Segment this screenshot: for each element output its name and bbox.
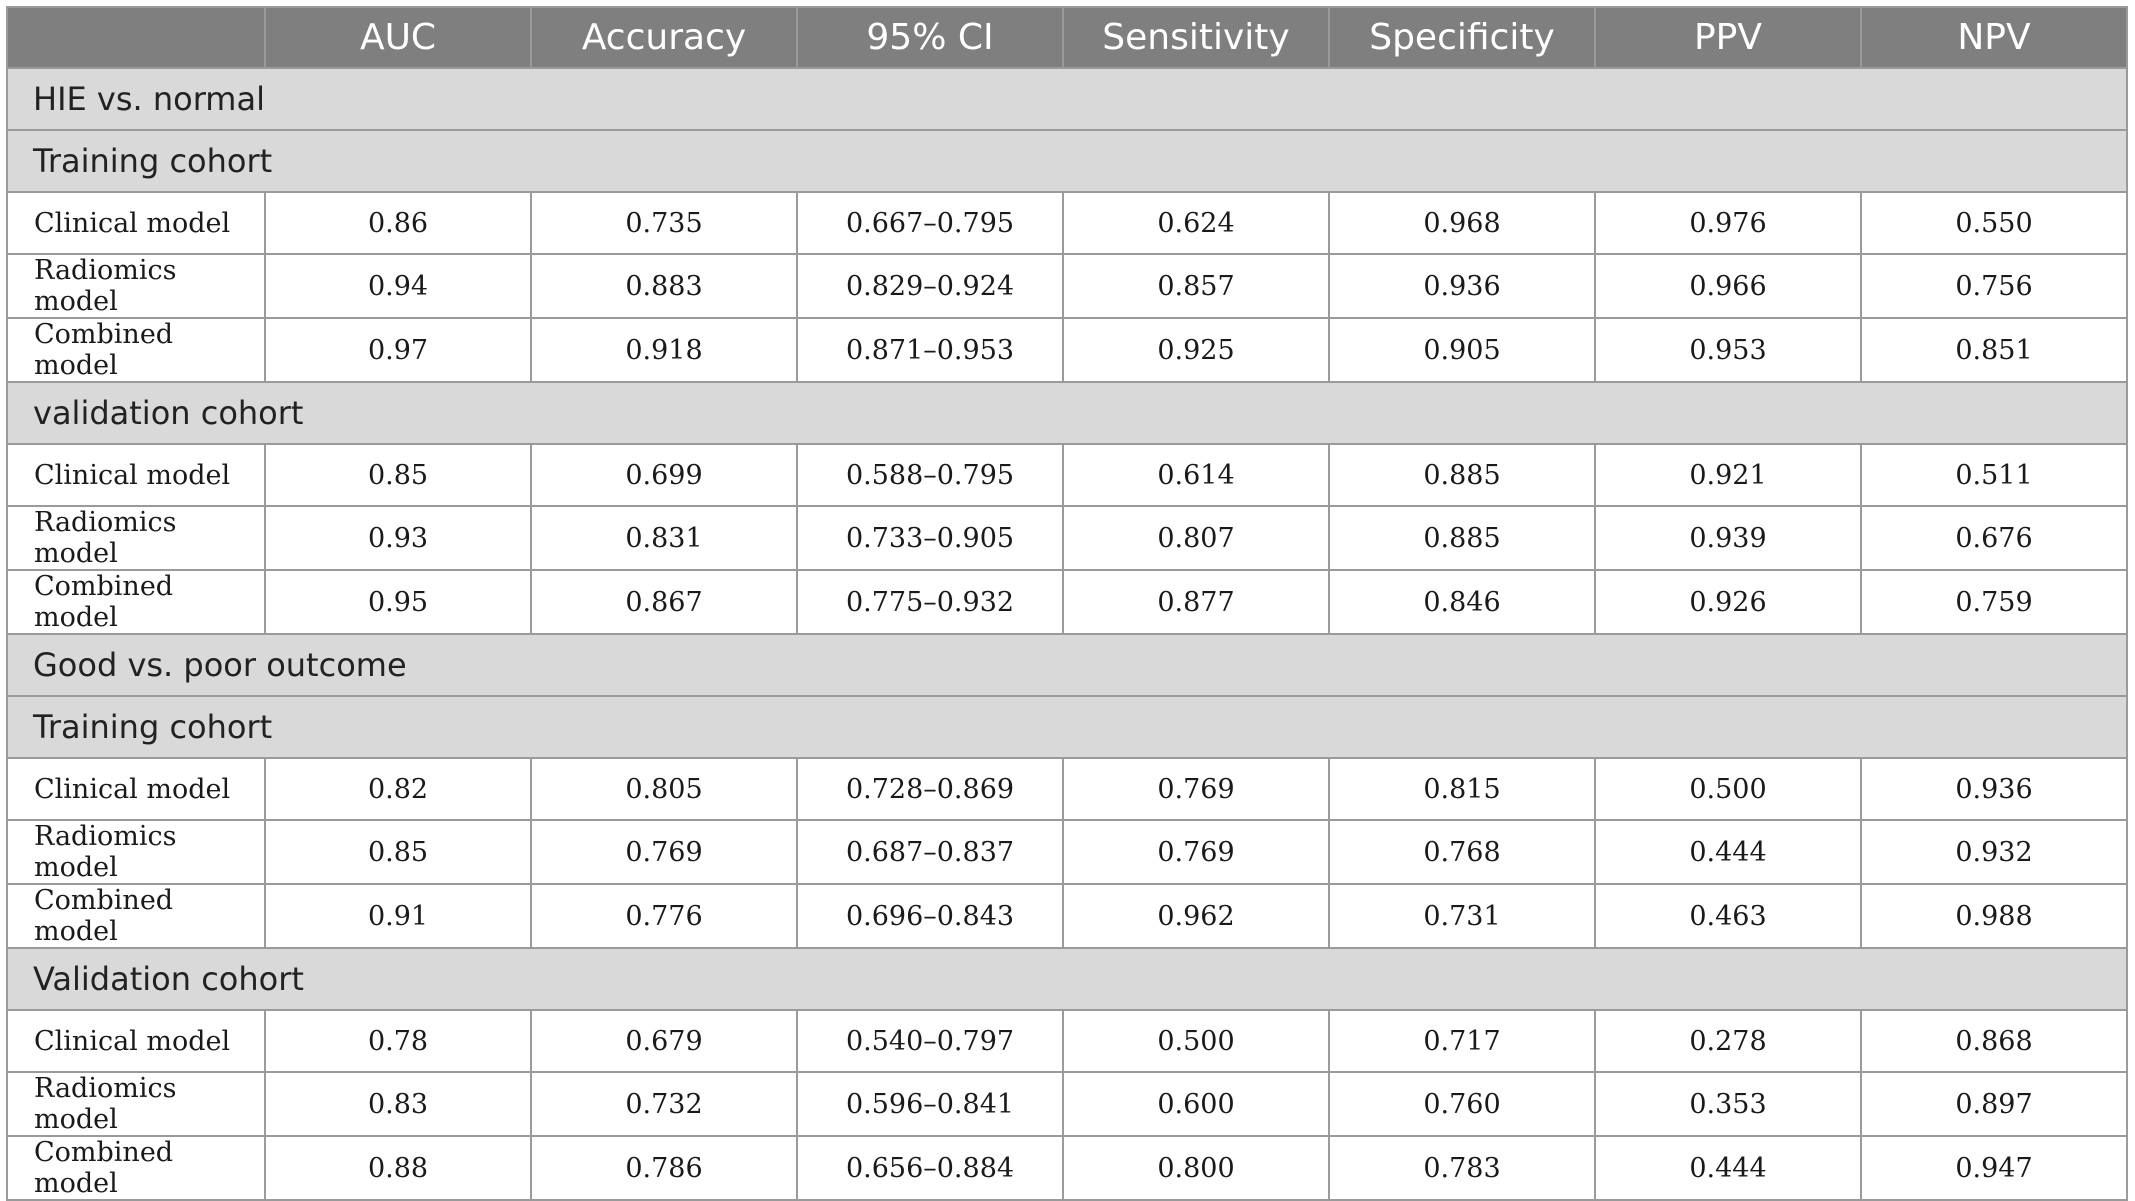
npv-cell: 0.550	[1861, 192, 2127, 254]
npv-cell: 0.932	[1861, 820, 2127, 884]
npv-cell: 0.756	[1861, 254, 2127, 318]
specificity-cell: 0.885	[1329, 444, 1595, 506]
sensitivity-cell: 0.877	[1063, 570, 1329, 634]
cohort-row	[7, 130, 2127, 192]
table-row	[7, 444, 2127, 506]
accuracy-cell: 0.786	[531, 1136, 797, 1200]
model-name-cell: Combined model	[7, 1136, 265, 1200]
npv-cell: 0.897	[1861, 1072, 2127, 1136]
ci-cell: 0.596–0.841	[797, 1072, 1063, 1136]
model-name-cell: Combined model	[7, 884, 265, 948]
sensitivity-cell: 0.769	[1063, 758, 1329, 820]
accuracy-cell: 0.769	[531, 820, 797, 884]
specificity-cell: 0.968	[1329, 192, 1595, 254]
specificity-cell: 0.905	[1329, 318, 1595, 382]
model-name-cell: Clinical model	[7, 758, 265, 820]
specificity-cell: 0.760	[1329, 1072, 1595, 1136]
header-specificity: Specificity	[1329, 7, 1595, 68]
table-row	[7, 254, 2127, 318]
model-name-cell: Combined model	[7, 318, 265, 382]
sensitivity-cell: 0.600	[1063, 1072, 1329, 1136]
auc-cell: 0.86	[265, 192, 531, 254]
ppv-cell: 0.953	[1595, 318, 1861, 382]
specificity-cell: 0.846	[1329, 570, 1595, 634]
accuracy-cell: 0.831	[531, 506, 797, 570]
accuracy-cell: 0.776	[531, 884, 797, 948]
ppv-cell: 0.966	[1595, 254, 1861, 318]
npv-cell: 0.947	[1861, 1136, 2127, 1200]
table-row	[7, 1136, 2127, 1200]
results-table	[6, 6, 2128, 1201]
accuracy-cell: 0.732	[531, 1072, 797, 1136]
ci-cell: 0.733–0.905	[797, 506, 1063, 570]
specificity-cell: 0.768	[1329, 820, 1595, 884]
ppv-cell: 0.278	[1595, 1010, 1861, 1072]
npv-cell: 0.851	[1861, 318, 2127, 382]
ppv-cell: 0.939	[1595, 506, 1861, 570]
model-name-cell: Clinical model	[7, 444, 265, 506]
header-row	[7, 7, 2127, 68]
accuracy-cell: 0.699	[531, 444, 797, 506]
model-name-cell: Clinical model	[7, 1010, 265, 1072]
accuracy-cell: 0.918	[531, 318, 797, 382]
auc-cell: 0.93	[265, 506, 531, 570]
cohort-row	[7, 696, 2127, 758]
table-row	[7, 1010, 2127, 1072]
auc-cell: 0.83	[265, 1072, 531, 1136]
ci-cell: 0.667–0.795	[797, 192, 1063, 254]
sensitivity-cell: 0.769	[1063, 820, 1329, 884]
specificity-cell: 0.731	[1329, 884, 1595, 948]
section-title: Good vs. poor outcome	[7, 634, 2127, 696]
sensitivity-cell: 0.925	[1063, 318, 1329, 382]
npv-cell: 0.868	[1861, 1010, 2127, 1072]
model-name-cell: Radiomics model	[7, 820, 265, 884]
model-name-cell: Radiomics model	[7, 506, 265, 570]
model-name-cell: Combined model	[7, 570, 265, 634]
auc-cell: 0.85	[265, 444, 531, 506]
table-row	[7, 506, 2127, 570]
npv-cell: 0.759	[1861, 570, 2127, 634]
table-row	[7, 1072, 2127, 1136]
ppv-cell: 0.926	[1595, 570, 1861, 634]
npv-cell: 0.676	[1861, 506, 2127, 570]
specificity-cell: 0.815	[1329, 758, 1595, 820]
ppv-cell: 0.444	[1595, 820, 1861, 884]
section-title: HIE vs. normal	[7, 68, 2127, 130]
ppv-cell: 0.353	[1595, 1072, 1861, 1136]
npv-cell: 0.988	[1861, 884, 2127, 948]
auc-cell: 0.88	[265, 1136, 531, 1200]
cohort-row	[7, 948, 2127, 1010]
header-accuracy: Accuracy	[531, 7, 797, 68]
cohort-title: Training cohort	[7, 130, 2127, 192]
header-blank	[7, 7, 265, 68]
header-ppv: PPV	[1595, 7, 1861, 68]
sensitivity-cell: 0.857	[1063, 254, 1329, 318]
model-name-cell: Radiomics model	[7, 254, 265, 318]
header-ci: 95% CI	[797, 7, 1063, 68]
auc-cell: 0.95	[265, 570, 531, 634]
table-body	[7, 68, 2127, 1200]
table-row	[7, 192, 2127, 254]
ppv-cell: 0.444	[1595, 1136, 1861, 1200]
accuracy-cell: 0.735	[531, 192, 797, 254]
table-row	[7, 570, 2127, 634]
specificity-cell: 0.783	[1329, 1136, 1595, 1200]
sensitivity-cell: 0.800	[1063, 1136, 1329, 1200]
accuracy-cell: 0.883	[531, 254, 797, 318]
cohort-title: Validation cohort	[7, 948, 2127, 1010]
cohort-title: Training cohort	[7, 696, 2127, 758]
auc-cell: 0.94	[265, 254, 531, 318]
sensitivity-cell: 0.614	[1063, 444, 1329, 506]
header-auc: AUC	[265, 7, 531, 68]
ci-cell: 0.775–0.932	[797, 570, 1063, 634]
table-row	[7, 318, 2127, 382]
ci-cell: 0.540–0.797	[797, 1010, 1063, 1072]
table-row	[7, 820, 2127, 884]
ci-cell: 0.728–0.869	[797, 758, 1063, 820]
ppv-cell: 0.976	[1595, 192, 1861, 254]
model-name-cell: Radiomics model	[7, 1072, 265, 1136]
auc-cell: 0.85	[265, 820, 531, 884]
table-row	[7, 884, 2127, 948]
header-npv: NPV	[1861, 7, 2127, 68]
accuracy-cell: 0.679	[531, 1010, 797, 1072]
cohort-row	[7, 382, 2127, 444]
ppv-cell: 0.921	[1595, 444, 1861, 506]
ci-cell: 0.829–0.924	[797, 254, 1063, 318]
sensitivity-cell: 0.500	[1063, 1010, 1329, 1072]
ci-cell: 0.588–0.795	[797, 444, 1063, 506]
accuracy-cell: 0.805	[531, 758, 797, 820]
ci-cell: 0.871–0.953	[797, 318, 1063, 382]
auc-cell: 0.91	[265, 884, 531, 948]
ci-cell: 0.687–0.837	[797, 820, 1063, 884]
ci-cell: 0.696–0.843	[797, 884, 1063, 948]
sensitivity-cell: 0.624	[1063, 192, 1329, 254]
specificity-cell: 0.936	[1329, 254, 1595, 318]
model-name-cell: Clinical model	[7, 192, 265, 254]
auc-cell: 0.82	[265, 758, 531, 820]
header-sensitivity: Sensitivity	[1063, 7, 1329, 68]
auc-cell: 0.97	[265, 318, 531, 382]
auc-cell: 0.78	[265, 1010, 531, 1072]
ci-cell: 0.656–0.884	[797, 1136, 1063, 1200]
ppv-cell: 0.500	[1595, 758, 1861, 820]
cohort-title: validation cohort	[7, 382, 2127, 444]
section-row	[7, 634, 2127, 696]
npv-cell: 0.936	[1861, 758, 2127, 820]
section-row	[7, 68, 2127, 130]
npv-cell: 0.511	[1861, 444, 2127, 506]
table-row	[7, 758, 2127, 820]
accuracy-cell: 0.867	[531, 570, 797, 634]
sensitivity-cell: 0.807	[1063, 506, 1329, 570]
specificity-cell: 0.885	[1329, 506, 1595, 570]
ppv-cell: 0.463	[1595, 884, 1861, 948]
specificity-cell: 0.717	[1329, 1010, 1595, 1072]
sensitivity-cell: 0.962	[1063, 884, 1329, 948]
